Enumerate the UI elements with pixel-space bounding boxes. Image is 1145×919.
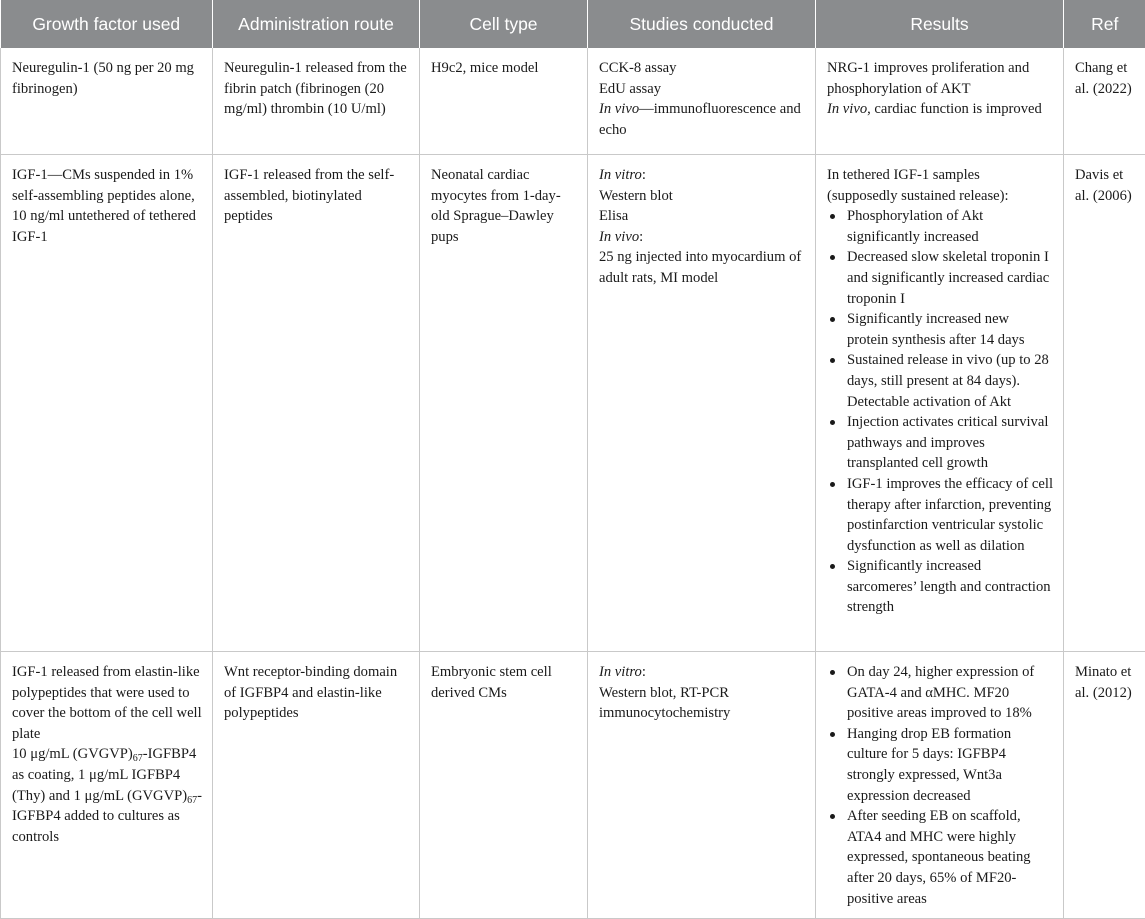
table-row — [1, 48, 1145, 155]
study-line: Western blot — [599, 186, 805, 207]
table-row — [1, 652, 1145, 919]
growth-factor-text — [12, 744, 202, 847]
study-line — [599, 662, 805, 683]
cell-results — [816, 652, 1064, 919]
cell-studies — [588, 48, 816, 155]
study-line: CCK-8 assay — [599, 58, 805, 79]
header-growth-factor: Growth factor used — [1, 0, 213, 48]
list-item: On day 24, higher expression of GATA-4 and αMHC. MF20 positive areas improved to 18% — [827, 662, 1053, 724]
list-item: Phosphorylation of Akt significantly increased — [827, 206, 1053, 247]
study-line: EdU assay — [599, 79, 805, 100]
list-item: Significantly increased sarcomeres’ length and contraction strength — [827, 556, 1053, 618]
text-fragment: -IGFBP4 added to cultures as controls — [12, 788, 202, 845]
study-line: Western blot, RT-PCR immunocytochemistry — [599, 683, 805, 724]
result-line: NRG-1 improves proliferation and phosphorylation of AKT — [827, 58, 1053, 99]
cell-administration-route: IGF-1 released from the self-assembled, biotinylated peptides — [213, 155, 420, 652]
study-line — [599, 165, 805, 186]
growth-factor-text: IGF-1 released from elastin-like polypeptides that were used to cover the bottom of the cell well plate — [12, 662, 202, 744]
header-administration-route: Administration route — [213, 0, 420, 48]
cell-type: Embryonic stem cell derived CMs — [420, 652, 588, 919]
cell-studies — [588, 155, 816, 652]
italic-term: In vitro — [599, 167, 642, 183]
italic-term: In vivo — [827, 101, 867, 117]
study-line — [599, 99, 805, 140]
header-ref: Ref — [1064, 0, 1145, 48]
list-item: Injection activates critical survival pathways and improves transplanted cell growth — [827, 412, 1053, 474]
study-text: : — [642, 664, 646, 680]
subscript: 67 — [133, 753, 143, 764]
list-item: Hanging drop EB formation culture for 5 days: IGFBP4 strongly expressed, Wnt3a expression decreased — [827, 724, 1053, 806]
cell-growth-factor: Neuregulin-1 (50 ng per 20 mg fibrinogen) — [1, 48, 213, 155]
list-item: Decreased slow skeletal troponin I and significantly increased cardiac troponin I — [827, 247, 1053, 309]
cell-studies — [588, 652, 816, 919]
text-fragment: 10 μg/mL (GVGVP) — [12, 746, 133, 762]
cell-results — [816, 48, 1064, 155]
results-bullet-list — [827, 662, 1053, 909]
subscript: 67 — [187, 795, 197, 806]
result-text: , cardiac function is improved — [867, 101, 1042, 117]
study-text: : — [642, 167, 646, 183]
header-cell-type: Cell type — [420, 0, 588, 48]
cell-administration-route: Neuregulin-1 released from the fibrin patch (fibrinogen (20 mg/ml) thrombin (10 U/ml) — [213, 48, 420, 155]
cell-results — [816, 155, 1064, 652]
header-results: Results — [816, 0, 1064, 48]
cell-ref: Minato et al. (2012) — [1064, 652, 1145, 919]
header-row — [1, 0, 1145, 48]
table-row — [1, 155, 1145, 652]
italic-term: In vivo — [599, 229, 639, 245]
study-text: : — [639, 229, 643, 245]
results-bullet-list — [827, 206, 1053, 618]
text-fragment: -IGFBP4 as coating, 1 μg/mL IGFBP4 (Thy) and 1 μg/mL (GVGVP) — [12, 746, 196, 803]
cell-growth-factor: IGF-1—CMs suspended in 1% self-assembling peptides alone, 10 ng/ml untethered of tethered IGF-1 — [1, 155, 213, 652]
italic-term: In vivo — [599, 101, 639, 117]
cell-growth-factor — [1, 652, 213, 919]
header-studies-conducted: Studies conducted — [588, 0, 816, 48]
italic-term: In vitro — [599, 664, 642, 680]
result-line — [827, 99, 1053, 120]
study-text: —immunofluorescence and echo — [599, 101, 801, 138]
study-line — [599, 227, 805, 248]
cell-ref: Chang et al. (2022) — [1064, 48, 1145, 155]
list-item: Significantly increased new protein synthesis after 14 days — [827, 309, 1053, 350]
cell-type: Neonatal cardiac myocytes from 1-day-old Sprague–Dawley pups — [420, 155, 588, 652]
list-item: IGF-1 improves the efficacy of cell therapy after infarction, preventing postinfarction ventricular systolic dysfunction as well as dilation — [827, 474, 1053, 556]
cell-ref: Davis et al. (2006) — [1064, 155, 1145, 652]
study-line: 25 ng injected into myocardium of adult rats, MI model — [599, 247, 805, 288]
cell-administration-route: Wnt receptor-binding domain of IGFBP4 and elastin-like polypeptides — [213, 652, 420, 919]
cell-type: H9c2, mice model — [420, 48, 588, 155]
list-item: After seeding EB on scaffold, ATA4 and MHC were highly expressed, spontaneous beating after 20 days, 65% of MF20-positive areas — [827, 806, 1053, 909]
study-line: Elisa — [599, 206, 805, 227]
list-item: Sustained release in vivo (up to 28 days, still present at 84 days). Detectable activation of Akt — [827, 350, 1053, 412]
result-intro: In tethered IGF-1 samples (supposedly sustained release): — [827, 165, 1053, 206]
